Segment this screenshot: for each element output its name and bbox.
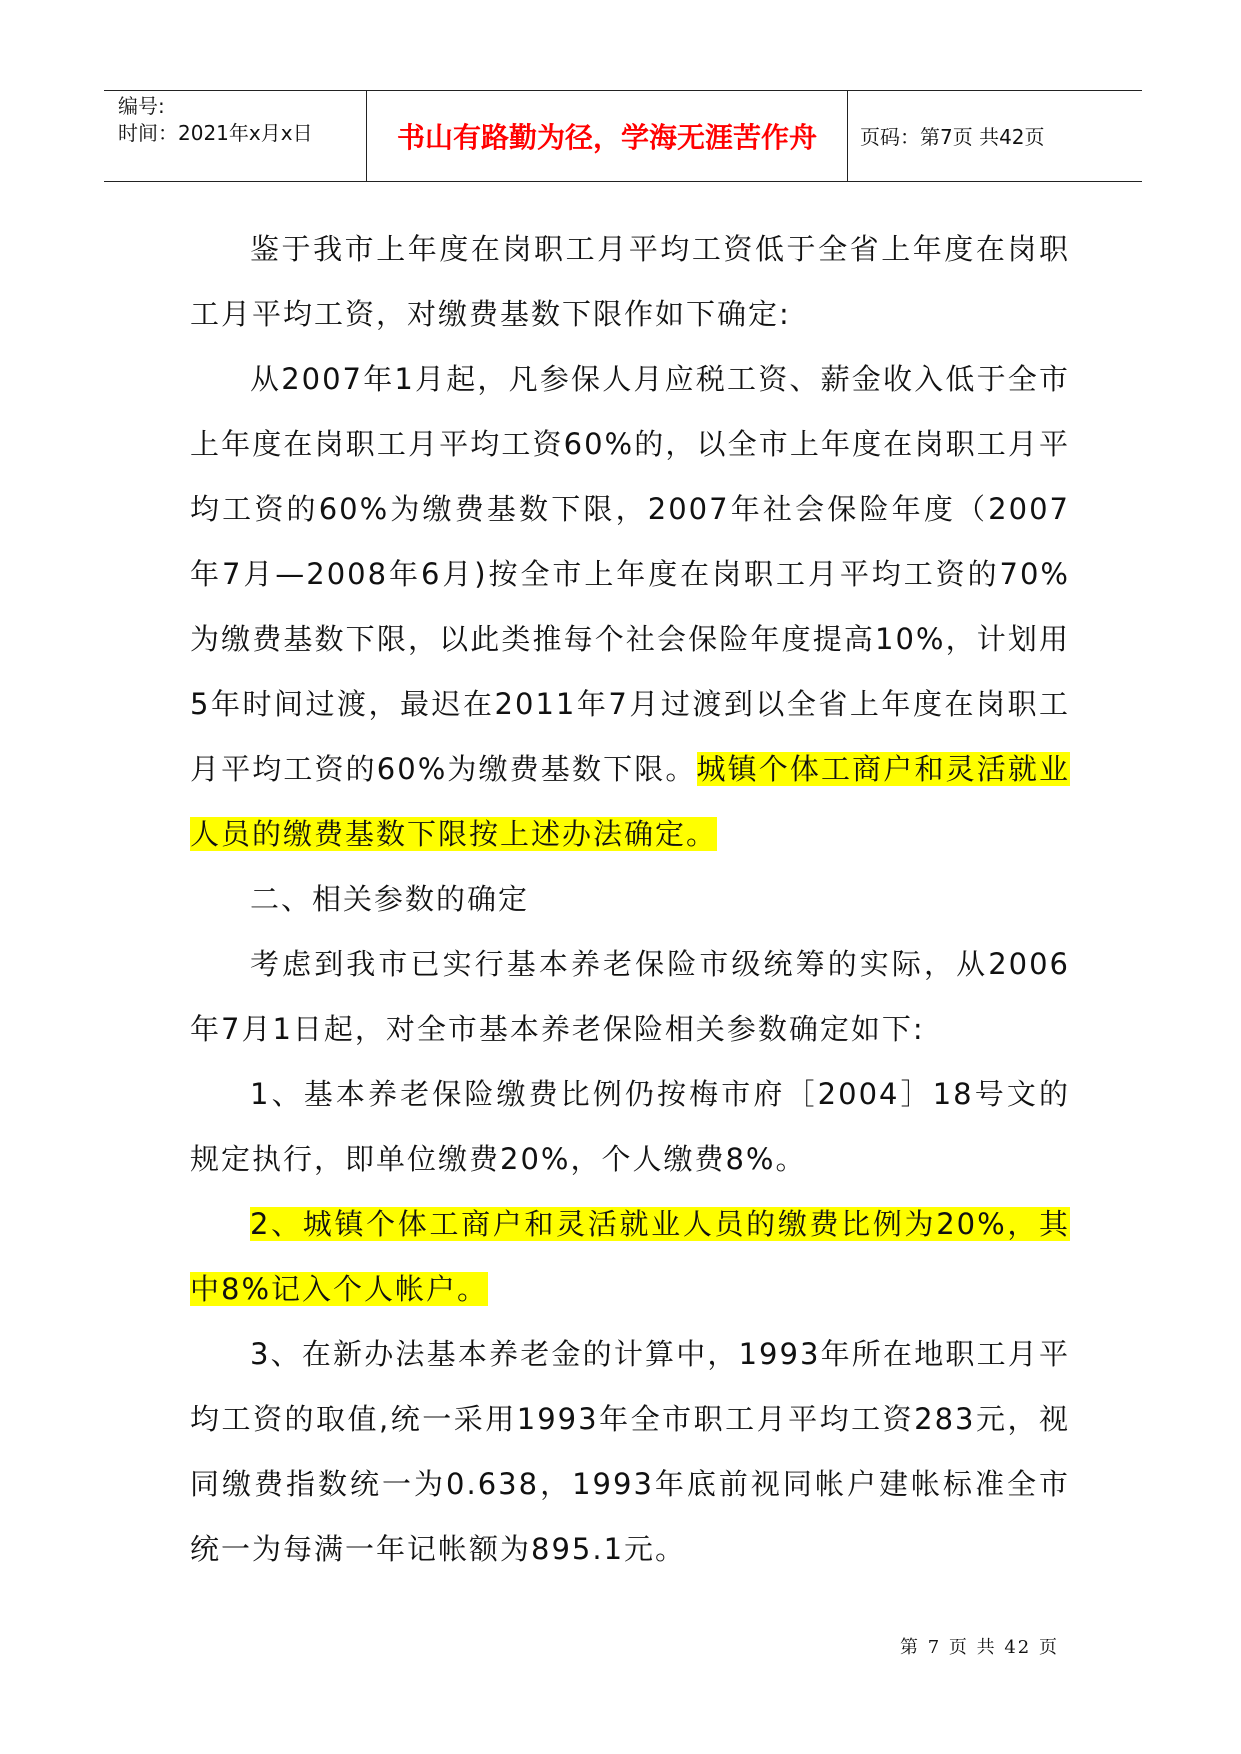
page-footer: 第 7 页 共 42 页 bbox=[900, 1637, 1059, 1658]
paragraph-3: 考虑到我市已实行基本养老保险市级统筹的实际，从2006年7月1日起，对全市基本养老保险相关参数确定如下: bbox=[190, 947, 1070, 1046]
page-code: 页码：第7页 共42页 bbox=[860, 125, 1045, 149]
document-body bbox=[190, 217, 1070, 1582]
time-label: 时间：2021年x月x日 bbox=[118, 121, 313, 145]
paragraph-2-main: 从2007年1月起，凡参保人月应税工资、薪金收入低于全市上年度在岗职工月平均工资60%的，以全市上年度在岗职工月平均工资的60%为缴费基数下限，2007年社会保险年度（2007年7月—2008年6月)按全市上年度在岗职工月平均工资的70%为缴费基数下限，以此类推每个社会保险年度提高10%，计划用5年时间过渡，最迟在2011年7月过渡到以全省上年度在岗职工月平均工资的60%为缴费基数下限。 bbox=[190, 362, 1070, 786]
item-3: 3、在新办法基本养老金的计算中，1993年所在地职工月平均工资的取值,统一采用1993年全市职工月平均工资283元，视同缴费指数统一为0.638，1993年底前视同帐户建帐标准全市统一为每满一年记帐额为895.1元。 bbox=[190, 1337, 1070, 1566]
highlighted-text: 2、城镇个体工商户和灵活就业人员的缴费比例为20%，其中8%记入个人帐户。 bbox=[190, 1207, 1070, 1306]
header-motto-cell bbox=[367, 91, 848, 181]
item-2 bbox=[190, 1192, 1070, 1322]
highlighted-text: 城镇个体工商户和灵活就业人员的缴费基数下限按上述办法确定。 bbox=[190, 752, 1070, 851]
paragraph-2 bbox=[190, 347, 1070, 867]
paragraph-1: 鉴于我市上年度在岗职工月平均工资低于全省上年度在岗职工月平均工资，对缴费基数下限作如下确定: bbox=[190, 232, 1070, 331]
motto-text: 书山有路勤为径，学海无涯苦作舟 bbox=[396, 121, 817, 154]
page-header bbox=[104, 90, 1142, 182]
header-meta-cell bbox=[104, 91, 367, 181]
item-1: 1、基本养老保险缴费比例仍按梅市府［2004］18号文的规定执行，即单位缴费20%，个人缴费8%。 bbox=[190, 1077, 1070, 1176]
serial-label: 编号: bbox=[118, 94, 165, 118]
section-title: 二、相关参数的确定 bbox=[250, 882, 530, 916]
header-page-cell bbox=[848, 91, 1142, 181]
